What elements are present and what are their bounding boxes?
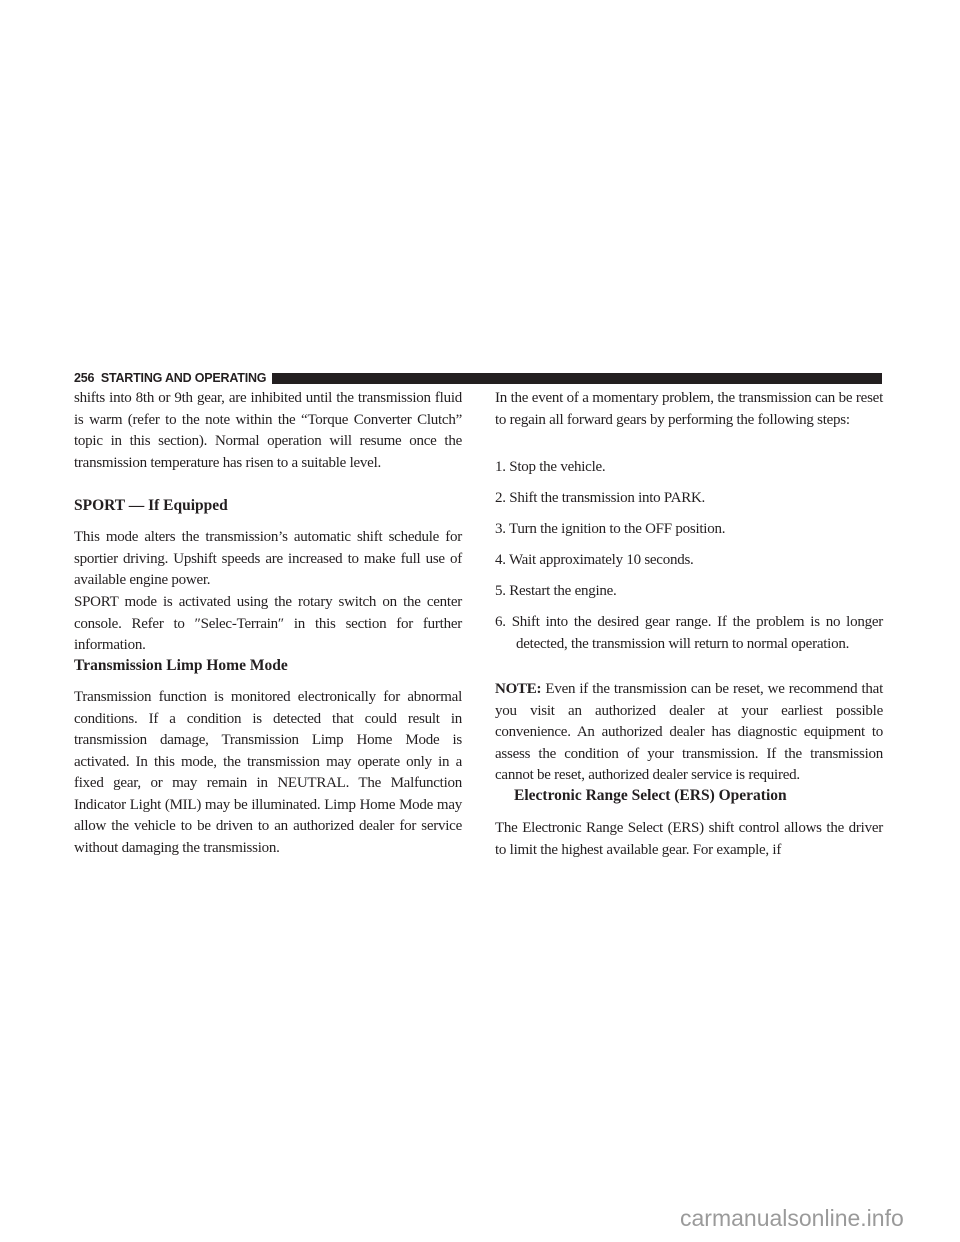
- section-heading: Transmission Limp Home Mode: [74, 657, 288, 674]
- section-heading: SPORT — If Equipped: [74, 497, 228, 514]
- section-title: STARTING AND OPERATING: [100, 371, 267, 385]
- header-rule: [272, 373, 882, 384]
- list-item: 1. Stop the vehicle.: [495, 459, 606, 475]
- note-text: Even if the transmission can be reset, we recommend that you visit an authorized dealer at your earliest possible convenience. An authorized dealer has diagnostic equipment to assess the condition of your transmission. If the transmission cannot be reset, authorized dealer service is required.: [495, 681, 884, 783]
- list-item: 5. Restart the engine.: [495, 583, 617, 599]
- paragraph: SPORT mode is activated using the rotary switch on the center console. Refer to ″Selec-Terrain″ in this section for further information.: [74, 594, 462, 653]
- list-item: 4. Wait approximately 10 seconds.: [495, 552, 694, 568]
- paragraph: This mode alters the transmission’s automatic shift schedule for sportier driving. Upshift speeds are increased to make full use of available engine power.: [74, 529, 462, 588]
- page-number: 256: [74, 371, 95, 385]
- note-paragraph: [495, 679, 883, 787]
- page-header: [74, 371, 882, 385]
- paragraph: In the event of a momentary problem, the transmission can be reset to regain all forward gears by performing the following steps:: [495, 390, 883, 428]
- section-heading: Electronic Range Select (ERS) Operation: [514, 787, 787, 804]
- paragraph: Transmission function is monitored electronically for abnormal conditions. If a condition is detected that could result in transmission damage, Transmission Limp Home Mode is activated. In this mode, the transmission may operate only in a fixed gear, or may remain in NEUTRAL. The Malfunction Indicator Light (MIL) may be illuminated. Limp Home Mode may allow the vehicle to be driven to an authorized dealer for service without damaging the transmission.: [74, 689, 462, 856]
- list-item: 3. Turn the ignition to the OFF position.: [495, 521, 726, 537]
- page-number-section: [74, 371, 266, 385]
- watermark: carmanualsonline.info: [680, 1205, 904, 1231]
- list-item: 6. Shift into the desired gear range. If the problem is no longer detected, the transmission will return to normal operation.: [495, 614, 883, 652]
- paragraph: shifts into 8th or 9th gear, are inhibited until the transmission fluid is warm (refer to the note within the “Torque Converter Clutch” topic in this section). Normal operation will resume once the transmission temperature has risen to a suitable level.: [74, 390, 462, 471]
- note-label: NOTE:: [495, 681, 542, 697]
- list-item: 2. Shift the transmission into PARK.: [495, 490, 706, 506]
- paragraph: The Electronic Range Select (ERS) shift control allows the driver to limit the highest available gear. For example, if: [495, 820, 883, 858]
